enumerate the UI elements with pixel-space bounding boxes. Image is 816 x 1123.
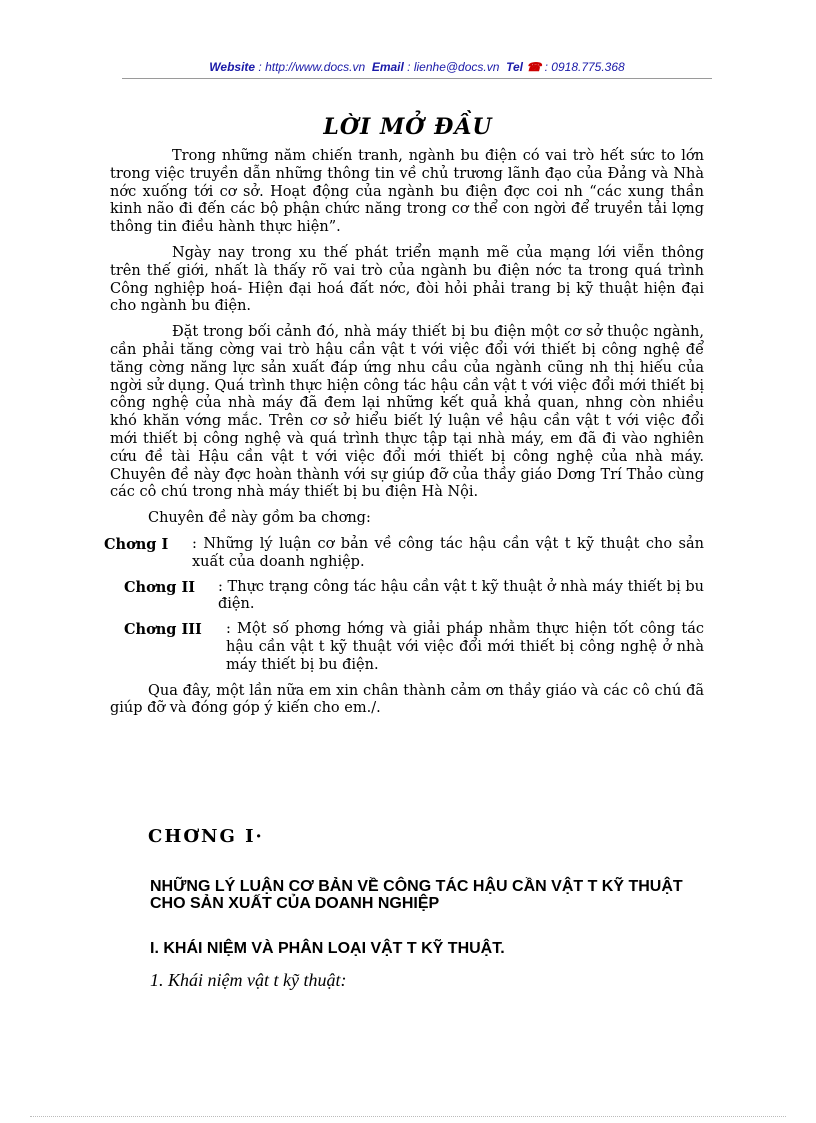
chapter-item: [110, 621, 704, 674]
chapter-text: : Thực trạng công tác hậu cần vật t kỹ thuật ở nhà máy thiết bị bu điện.: [218, 578, 704, 613]
page-header: Website : http://www.docs.vn Email : lienhe@docs.vn Tel ☎ : 0918.775.368: [209, 60, 625, 74]
chapter-item: [104, 535, 704, 572]
chapter-item: [110, 579, 704, 615]
subsection-heading: 1. Khái niệm vật t kỹ thuật:: [150, 970, 347, 990]
website-url[interactable]: http://www.docs.vn: [265, 60, 366, 74]
email-label: Email: [371, 60, 404, 74]
chapter-label: Chơng III: [124, 621, 202, 639]
tel-label: Tel: [506, 60, 523, 74]
chapter-heading: CHƠNG I·: [148, 826, 264, 847]
chapter-text: : Một số phơng hớng và giải pháp nhằm thực hiện tốt công tác hậu cần vật t kỹ thuật với việc đổi mới thiết bị công nghệ ở nhà máy thiết bị bu điện.: [226, 621, 704, 673]
email-value[interactable]: lienhe@docs.vn: [413, 60, 500, 74]
chapter-title: NHỮNG LÝ LUẬN CƠ BẢN VỀ CÔNG TÁC HẬU CẦN VẬT T KỸ THUẬT CHO SẢN XUẤT CỦA DOANH NGHIỆP: [150, 878, 683, 912]
header-divider: [122, 78, 712, 79]
paragraph-1: Trong những năm chiến tranh, ngành bu điện có vai trò hết sức to lớn trong việc truyền dẫn những thông tin về chủ trương lãnh đạo của Đảng và Nhà nớc xuống tới cơ sở. Hoạt động của ngành bu điện đợc coi nh “các xung thần kinh não đi đến các bộ phận chức năng trong cơ thể con ngời để truyền tải lợng thông tin điều hành thực hiện”.: [110, 148, 704, 236]
chapter-text: : Những lý luận cơ bản về công tác hậu cần vật t kỹ thuật cho sản xuất của doanh nghiệp.: [192, 535, 704, 570]
closing-paragraph: Qua đây, một lần nữa em xin chân thành cảm ơn thầy giáo và các cô chú đã giúp đỡ và đóng góp ý kiến cho em./.: [110, 682, 704, 717]
chapter-label: Chơng I: [104, 535, 169, 553]
page-bottom-divider: [30, 1116, 786, 1117]
phone-icon: ☎: [526, 60, 542, 74]
document-body: [104, 148, 704, 726]
chapters-intro: Chuyên đề này gồm ba chơng:: [148, 510, 371, 527]
paragraph-2: Ngày nay trong xu thế phát triển mạnh mẽ của mạng lới viễn thông trên thế giới, nhất là thấy rõ vai trò của ngành bu điện nớc ta trong quá trình Công nghiệp hoá- Hiện đại hoá đất nớc, đòi hỏi phải trang bị kỹ thuật hiện đại cho ngành bu điện.: [110, 244, 704, 315]
chapter-label: Chơng II: [124, 578, 196, 596]
page-title: LỜI MỞ ĐẦU: [323, 114, 493, 140]
tel-value: : 0918.775.368: [541, 60, 625, 74]
section-heading: I. KHÁI NIỆM VÀ PHÂN LOẠI VẬT T KỸ THUẬT.: [150, 940, 505, 957]
paragraph-3: Đặt trong bối cảnh đó, nhà máy thiết bị bu điện một cơ sở thuộc ngành, cần phải tăng cờng vai trò hậu cần vật t với việc đổi với thiết bị công nghệ để tăng cờng năng lực sản xuất đáp ứng nhu cầu của ngành cũng nh thị hiếu của ngời sử dụng. Quá trình thực hiện công tác hậu cần vật t với việc đổi mới thiết bị công nghệ của nhà máy đã đem lại những kết quả khả quan, nhng còn nhiều khó khăn vớng mắc. Trên cơ sở hiểu biết lý luận về hậu cần vật t với việc đổi mới thiết bị công nghệ và quá trình thực tập tại nhà máy, em đã đi vào nghiên cứu đề tài Hậu cần vật t với việc đổi mới thiết bị công nghệ của nhà máy. Chuyên đề này đợc hoàn thành với sự giúp đỡ của thầy giáo Dơng Trí Thảo cùng các cô chú trong nhà máy thiết bị bu điện Hà Nội.: [110, 324, 704, 501]
website-label: Website: [209, 60, 256, 74]
chapter-list: [104, 535, 704, 675]
